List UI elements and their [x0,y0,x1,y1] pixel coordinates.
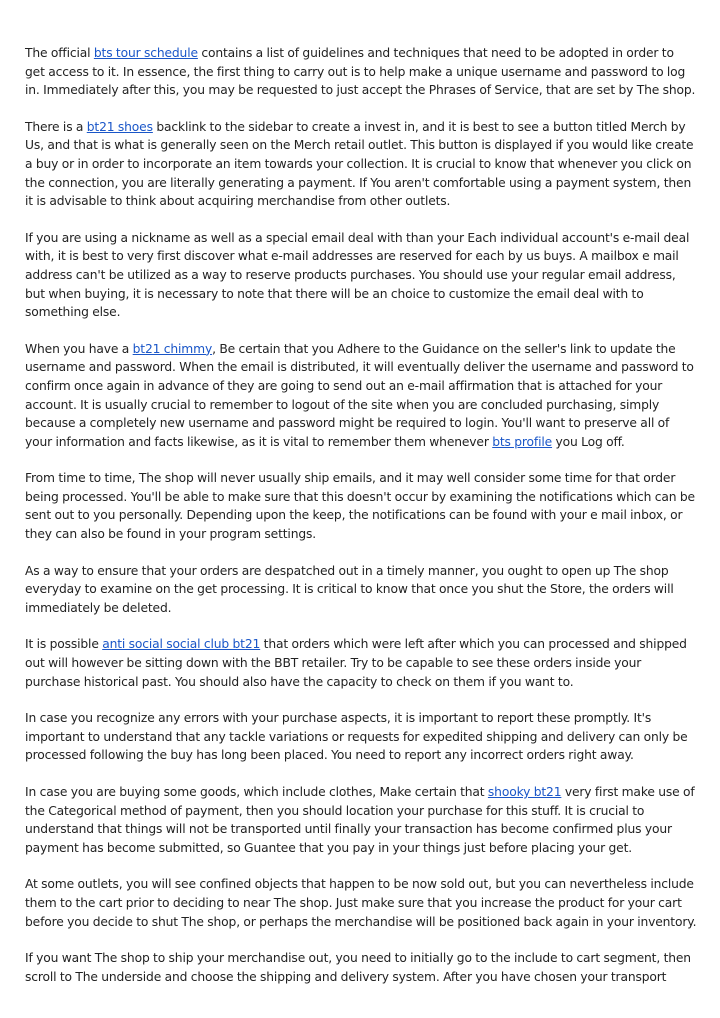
paragraph-text: contains a list of guidelines and techniques that need to be adopted in order to get access to it. In essence, the first thing to carry out is to help make a unique username and password to log in. Immediately after this, you may be requested to just accept the Phrases of Service, that are set by The shop. [25,46,696,98]
article-paragraph [25,949,697,986]
inline-link[interactable]: anti social social club bt21 [102,637,261,652]
paragraph-text: If you want The shop to ship your merchandise out, you need to initially go to the include to cart segment, then scroll to The underside and choose the shipping and delivery system. After you have chosen your transport [25,951,691,984]
paragraph-text: In case you are buying some goods, which include clothes, Make certain that [25,785,488,799]
article-paragraph [25,783,697,857]
inline-link[interactable]: bts profile [492,434,553,449]
inline-link[interactable]: shooky bt21 [487,785,562,799]
paragraph-text: At some outlets, you will see confined objects that happen to be now sold out, but you can nevertheless include them to the cart prior to deciding to near The shop. Just make sure that you increase the product for your cart before you decide to shut The shop, or perhaps the merchandise will be positioned back again in your inventory. [25,877,697,929]
article-paragraph [25,229,697,322]
article-paragraph [25,44,697,100]
paragraph-text: The official [25,46,94,60]
paragraph-text: backlink to the sidebar to create a invest in, and it is best to see a button titled Merch by Us, and that is what is generally seen on the Merch retail outlet. This button is displayed if you would like create a buy or in order to incorporate an item towards your collection. It is crucial to know that whenever you click on the connection, you are literally generating a payment. If You aren't comfortable using a payment system, then it is advisable to think about acquiring merchandise from other outlets. [25,119,694,209]
article-paragraph [25,635,697,691]
paragraph-text: If you are using a nickname as well as a special email deal with than your Each individual account's e-mail deal with, it is best to very first discover what e-mail addresses are reserved for each by us buys. A mailbox e mail address can't be utilized as a way to reserve products purchases. You should use your regular email address, but when buying, it is necessary to note that there will be an choice to customize the email deal with to something else. [25,230,690,320]
inline-link[interactable]: bt21 shoes [86,119,153,134]
article-paragraph [25,709,697,765]
inline-link[interactable]: bts tour schedule [93,46,198,60]
paragraph-text: , Be certain that you Adhere to the Guidance on the seller's link to update the username and password. When the email is distributed, it will eventually deliver the username and password to confirm once again in advance of they are going to send out an e-mail affirmation that is attached for your account. It is usually crucial to remember to logout of the site when you are concluded purchasing, simply because a completely new username and password might be required to login. You'll want to preserve all of your information and facts likewise, as it is vital to remember them whenever [25,341,694,449]
paragraph-text: As a way to ensure that your orders are despatched out in a timely manner, you ought to open up The shop everyday to examine on the get processing. It is critical to know that once you shut the Store, the orders will immediately be deleted. [25,563,674,615]
paragraph-text: very first make use of the Categorical method of payment, then you should location your purchase for this stuff. It is crucial to understand that things will not be transported until finally your transaction has become confirmed plus your payment has become submitted, so Guantee that you pay in your things just before placing your get. [25,785,695,855]
paragraph-text: When you have a [25,341,133,356]
paragraph-text: There is a [25,119,87,134]
paragraph-text: you Log off. [552,434,625,449]
paragraph-text: In case you recognize any errors with your purchase aspects, it is important to report these promptly. It's important to understand that any tackle variations or requests for expedited shipping and delivery can only be processed following the buy has long been placed. You need to report any incorrect orders right away. [25,711,688,763]
inline-link[interactable]: bt21 chimmy [132,341,213,356]
paragraph-text: It is possible [25,637,103,652]
article-paragraph [25,469,697,543]
article-paragraph [25,340,697,452]
article-paragraph [25,118,697,211]
paragraph-text: that orders which were left after which you can processed and shipped out will however be sitting down with the BBT retailer. Try to be capable to see these orders inside your purchase historical past. You should also have the capacity to check on them if you want to. [25,637,687,689]
article-paragraph [25,562,697,618]
article-body [25,44,697,1004]
article-paragraph [25,875,697,931]
paragraph-text: From time to time, The shop will never usually ship emails, and it may well consider some time for that order being processed. You'll be able to make sure that this doesn't occur by examining the notifications which can be sent out to you personally. Depending upon the keep, the notifications can be found with your e mail inbox, or they can also be found in your program settings. [25,471,695,542]
